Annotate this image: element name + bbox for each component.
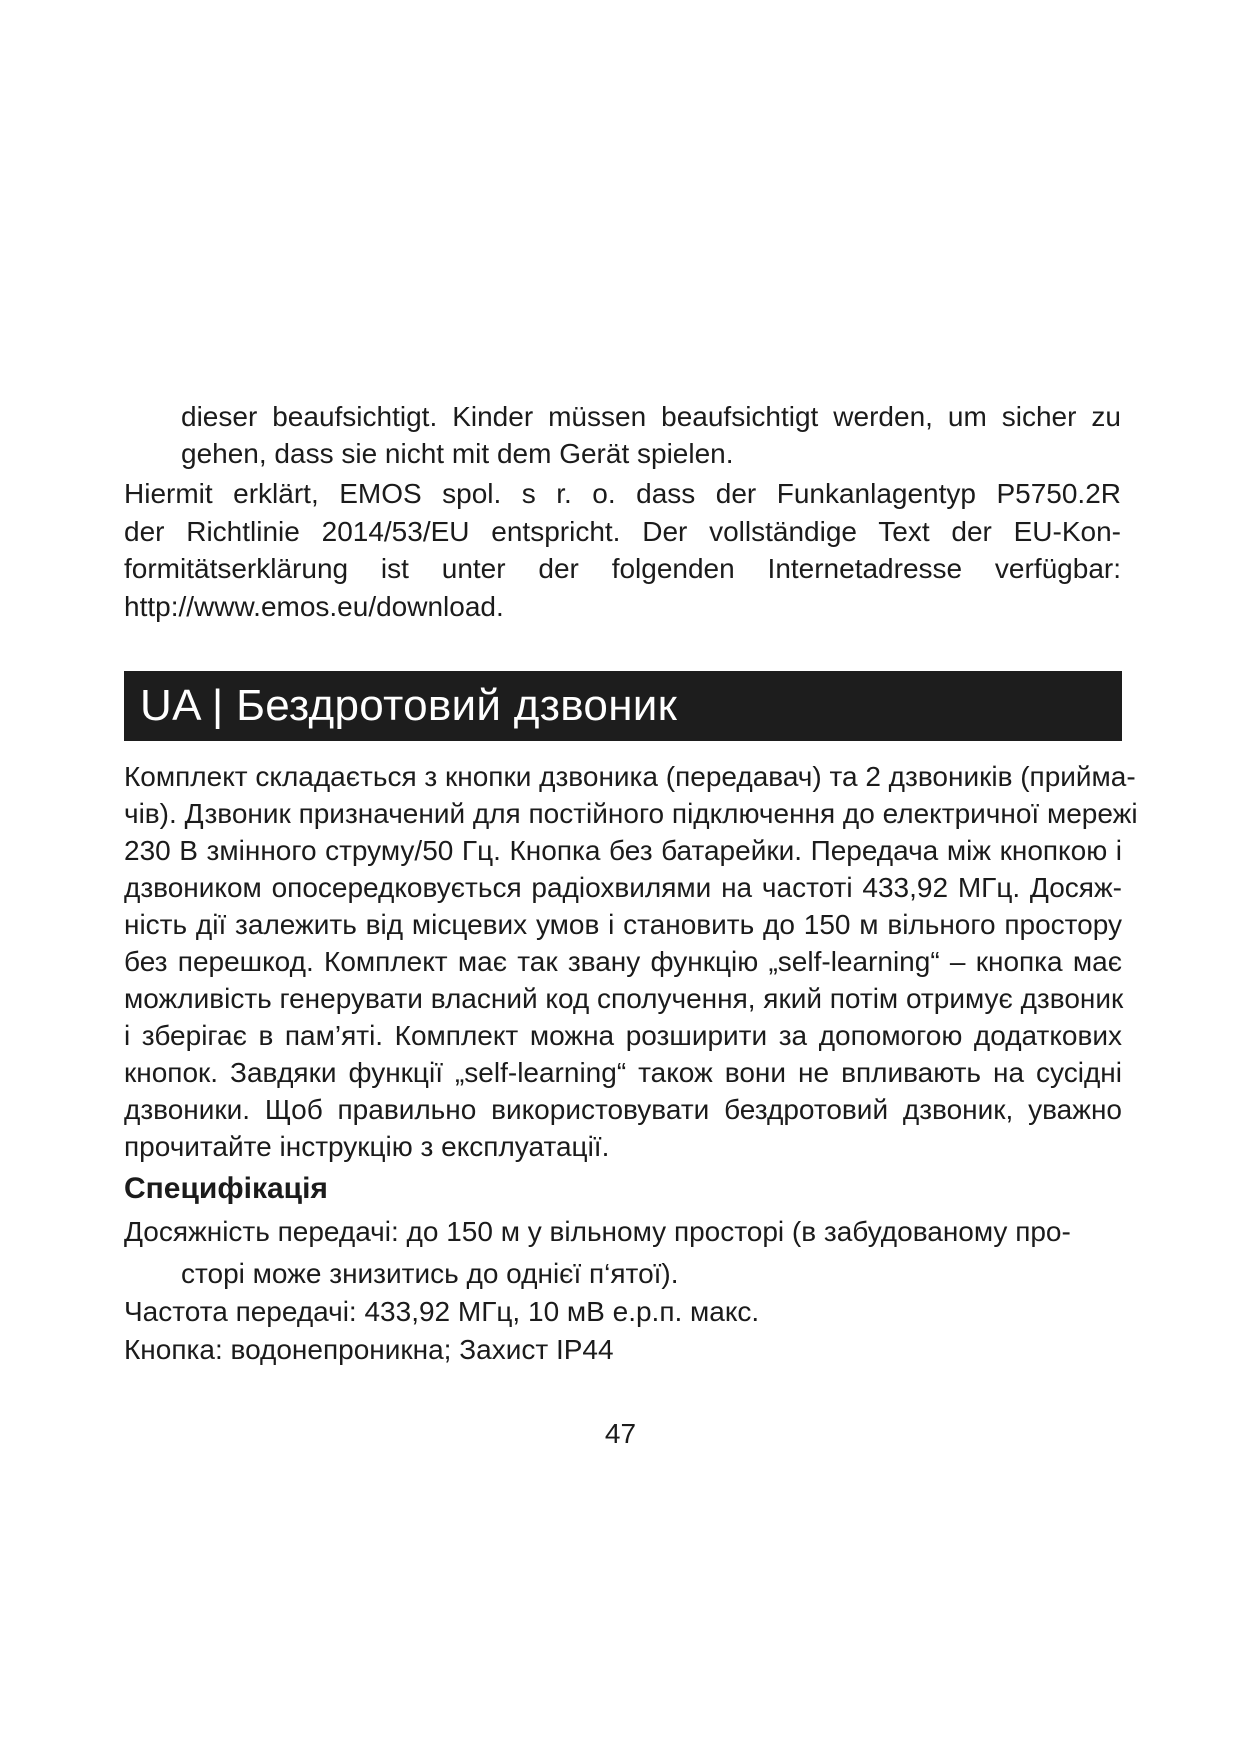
spec-range-line-continued: сторі може знизитись до однієї п‘ятої). xyxy=(181,1258,679,1289)
spec-frequency: Частота передачі: 433,92 МГц, 10 мВ е.р.п. макс. xyxy=(124,1296,760,1327)
download-url: http://www.emos.eu/download. xyxy=(124,591,504,622)
specification-heading: Специфікація xyxy=(124,1172,328,1205)
german-declaration-line: der Richtlinie 2014/53/EU entspricht. Der vollständige Text der EU-Kon- xyxy=(124,516,1121,547)
ua-description-line: чів). Дзвоник призначений для постійного підключення до електричної мережі xyxy=(124,798,1138,829)
german-declaration-line: formitätserklärung ist unter der folgenden Internetadresse verfügbar: xyxy=(124,553,1121,584)
ua-description-line: Комплект складається з кнопки дзвоника (передавач) та 2 дзвоників (прийма- xyxy=(124,761,1136,792)
ua-description-line: ність дії залежить від місцевих умов і становить до 150 м вільного простору xyxy=(124,909,1122,940)
ua-description-line: прочитайте інструкцію з експлуатації. xyxy=(124,1131,610,1162)
german-text-line: gehen, dass sie nicht mit dem Gerät spielen. xyxy=(181,438,734,469)
ua-description-line: дзвоники. Щоб правильно використовувати бездротовий дзвоник, уважно xyxy=(124,1094,1122,1125)
spec-range-line: Досяжність передачі: до 150 м у вільному просторі (в забудованому про- xyxy=(124,1216,1071,1247)
ua-description-line: дзвоником опосередковується радіохвилями на частоті 433,92 МГц. Досяж- xyxy=(124,872,1122,903)
page-number: 47 xyxy=(604,1418,637,1449)
german-declaration-line: Hiermit erklärt, EMOS spol. s r. o. dass der Funkanlagentyp P5750.2R xyxy=(124,478,1121,509)
spec-button: Кнопка: водонепроникна; Захист IP44 xyxy=(124,1334,614,1365)
ua-description-line: можливість генерувати власний код сполучення, який потім отримує дзвоник xyxy=(124,983,1124,1014)
ua-description-line: без перешкод. Комплект має так звану функцію „self-learning“ – кнопка має xyxy=(124,946,1122,977)
ua-section-title: UA | Бездротовий дзвоник xyxy=(140,681,678,730)
ua-section-header xyxy=(124,671,1122,741)
german-text-line: dieser beaufsichtigt. Kinder müssen beaufsichtigt werden, um sicher zu xyxy=(181,401,1121,432)
ua-description-line: і зберігає в пам’яті. Комплект можна розширити за допомогою додаткових xyxy=(124,1020,1122,1051)
ua-description-line: 230 В змінного струму/50 Гц. Кнопка без батарейки. Передача між кнопкою і xyxy=(124,835,1122,866)
ua-description-line: кнопок. Завдяки функції „self-learning“ також вони не впливають на сусідні xyxy=(124,1057,1122,1088)
